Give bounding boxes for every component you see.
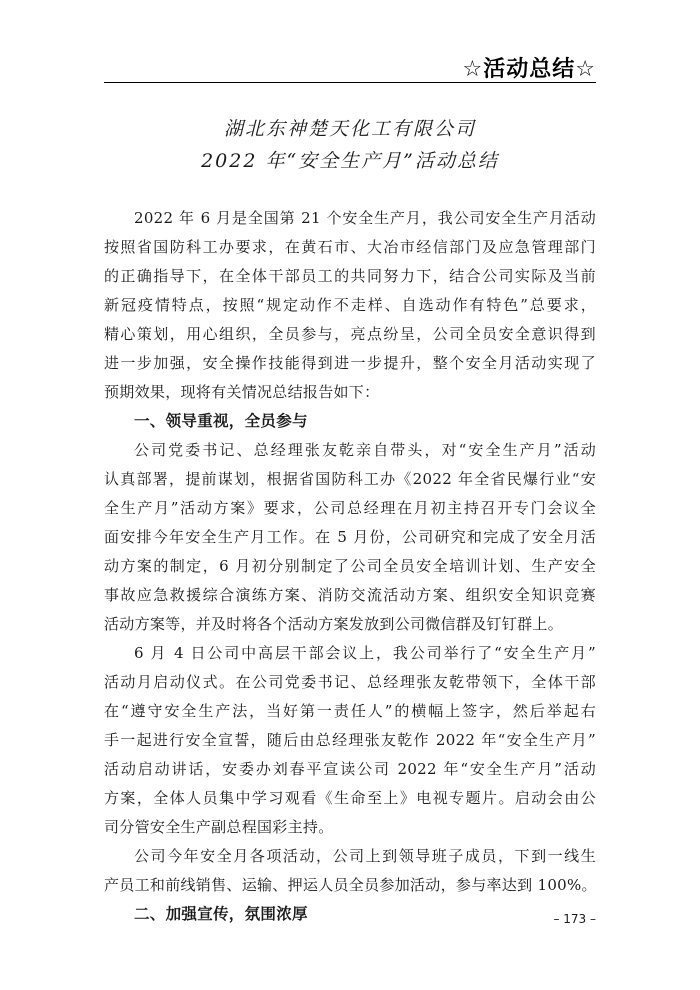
document-title-subject: 2022 年“安全生产月”活动总结 bbox=[201, 150, 499, 172]
paragraph-line: 事故应急救援综合演练方案、消防交流活动方案、组织安全知识竞赛 bbox=[104, 586, 596, 604]
paragraph-line: 精心策划，用心组织，全员参与，亮点纷呈，公司全员安全意识得到 bbox=[104, 325, 596, 343]
paragraph-line: 公司党委书记、总经理张友乾亲自带头，对“安全生产月”活动 bbox=[134, 441, 596, 459]
paragraph bbox=[104, 436, 596, 639]
paragraph-line: 预期效果，现将有关情况总结报告如下： bbox=[104, 383, 380, 401]
paragraph-line: 司分管安全生产副总程国彩主持。 bbox=[104, 818, 334, 836]
header-divider bbox=[104, 82, 596, 83]
header-title: ☆活动总结☆ bbox=[462, 57, 596, 82]
paragraph-line: 进一步加强，安全操作技能得到进一步提升，整个安全月活动实现了 bbox=[104, 354, 596, 372]
paragraph-line: 在“遵守安全生产法，当好第一责任人”的横幅上签字，然后举起右 bbox=[104, 702, 596, 720]
paragraph-line: 动方案的制定，6 月初分别制定了公司全员安全培训计划、生产安全 bbox=[104, 557, 596, 575]
paragraph-line: 公司今年安全月各项活动，公司上到领导班子成员，下到一线生 bbox=[134, 847, 596, 865]
page-number: – 173 – bbox=[553, 912, 596, 926]
paragraph-line: 2022 年 6 月是全国第 21 个安全生产月，我公司安全生产月活动 bbox=[134, 209, 596, 227]
paragraph-line: 手一起进行安全宣誓，随后由总经理张友乾作 2022 年“安全生产月” bbox=[104, 731, 596, 749]
section-heading: 一、领导重视，全员参与 bbox=[134, 412, 308, 430]
paragraph-line: 的正确指导下，在全体干部员工的共同努力下，结合公司实际及当前 bbox=[104, 267, 596, 285]
section-heading: 二、加强宣传，氛围浓厚 bbox=[134, 905, 308, 923]
paragraph-line: 认真部署，提前谋划，根据省国防科工办《2022 年全省民爆行业“安 bbox=[104, 470, 596, 488]
paragraph bbox=[104, 204, 596, 407]
paragraph bbox=[104, 639, 596, 842]
paragraph-line: 全生产月”活动方案》要求，公司总经理在月初主持召开专门会议全 bbox=[104, 499, 596, 517]
document-body bbox=[104, 204, 596, 929]
paragraph bbox=[104, 842, 596, 900]
paragraph-line: 活动启动讲话，安委办刘春平宣读公司 2022 年“安全生产月”活动 bbox=[104, 760, 596, 778]
paragraph-line: 按照省国防科工办要求，在黄石市、大冶市经信部门及应急管理部门 bbox=[104, 238, 596, 256]
document-title bbox=[104, 113, 596, 177]
paragraph-line: 面安排今年安全生产月工作。在 5 月份，公司研究和完成了安全月活 bbox=[104, 528, 596, 546]
paragraph-line: 新冠疫情特点，按照“规定动作不走样、自选动作有特色”总要求， bbox=[104, 296, 596, 314]
paragraph-line: 活动月启动仪式。在公司党委书记、总经理张友乾带领下，全体干部 bbox=[104, 673, 596, 691]
paragraph-line: 产员工和前线销售、运输、押运人员全员参加活动，参与率达到 100%。 bbox=[104, 876, 597, 894]
paragraph-line: 6 月 4 日公司中高层干部会议上，我公司举行了“安全生产月” bbox=[134, 644, 596, 662]
paragraph-line: 方案，全体人员集中学习观看《生命至上》电视专题片。启动会由公 bbox=[104, 789, 596, 807]
paragraph-line: 活动方案等，并及时将各个活动方案发放到公司微信群及钉钉群上。 bbox=[104, 615, 564, 633]
document-title-company: 湖北东神楚天化工有限公司 bbox=[223, 118, 476, 140]
